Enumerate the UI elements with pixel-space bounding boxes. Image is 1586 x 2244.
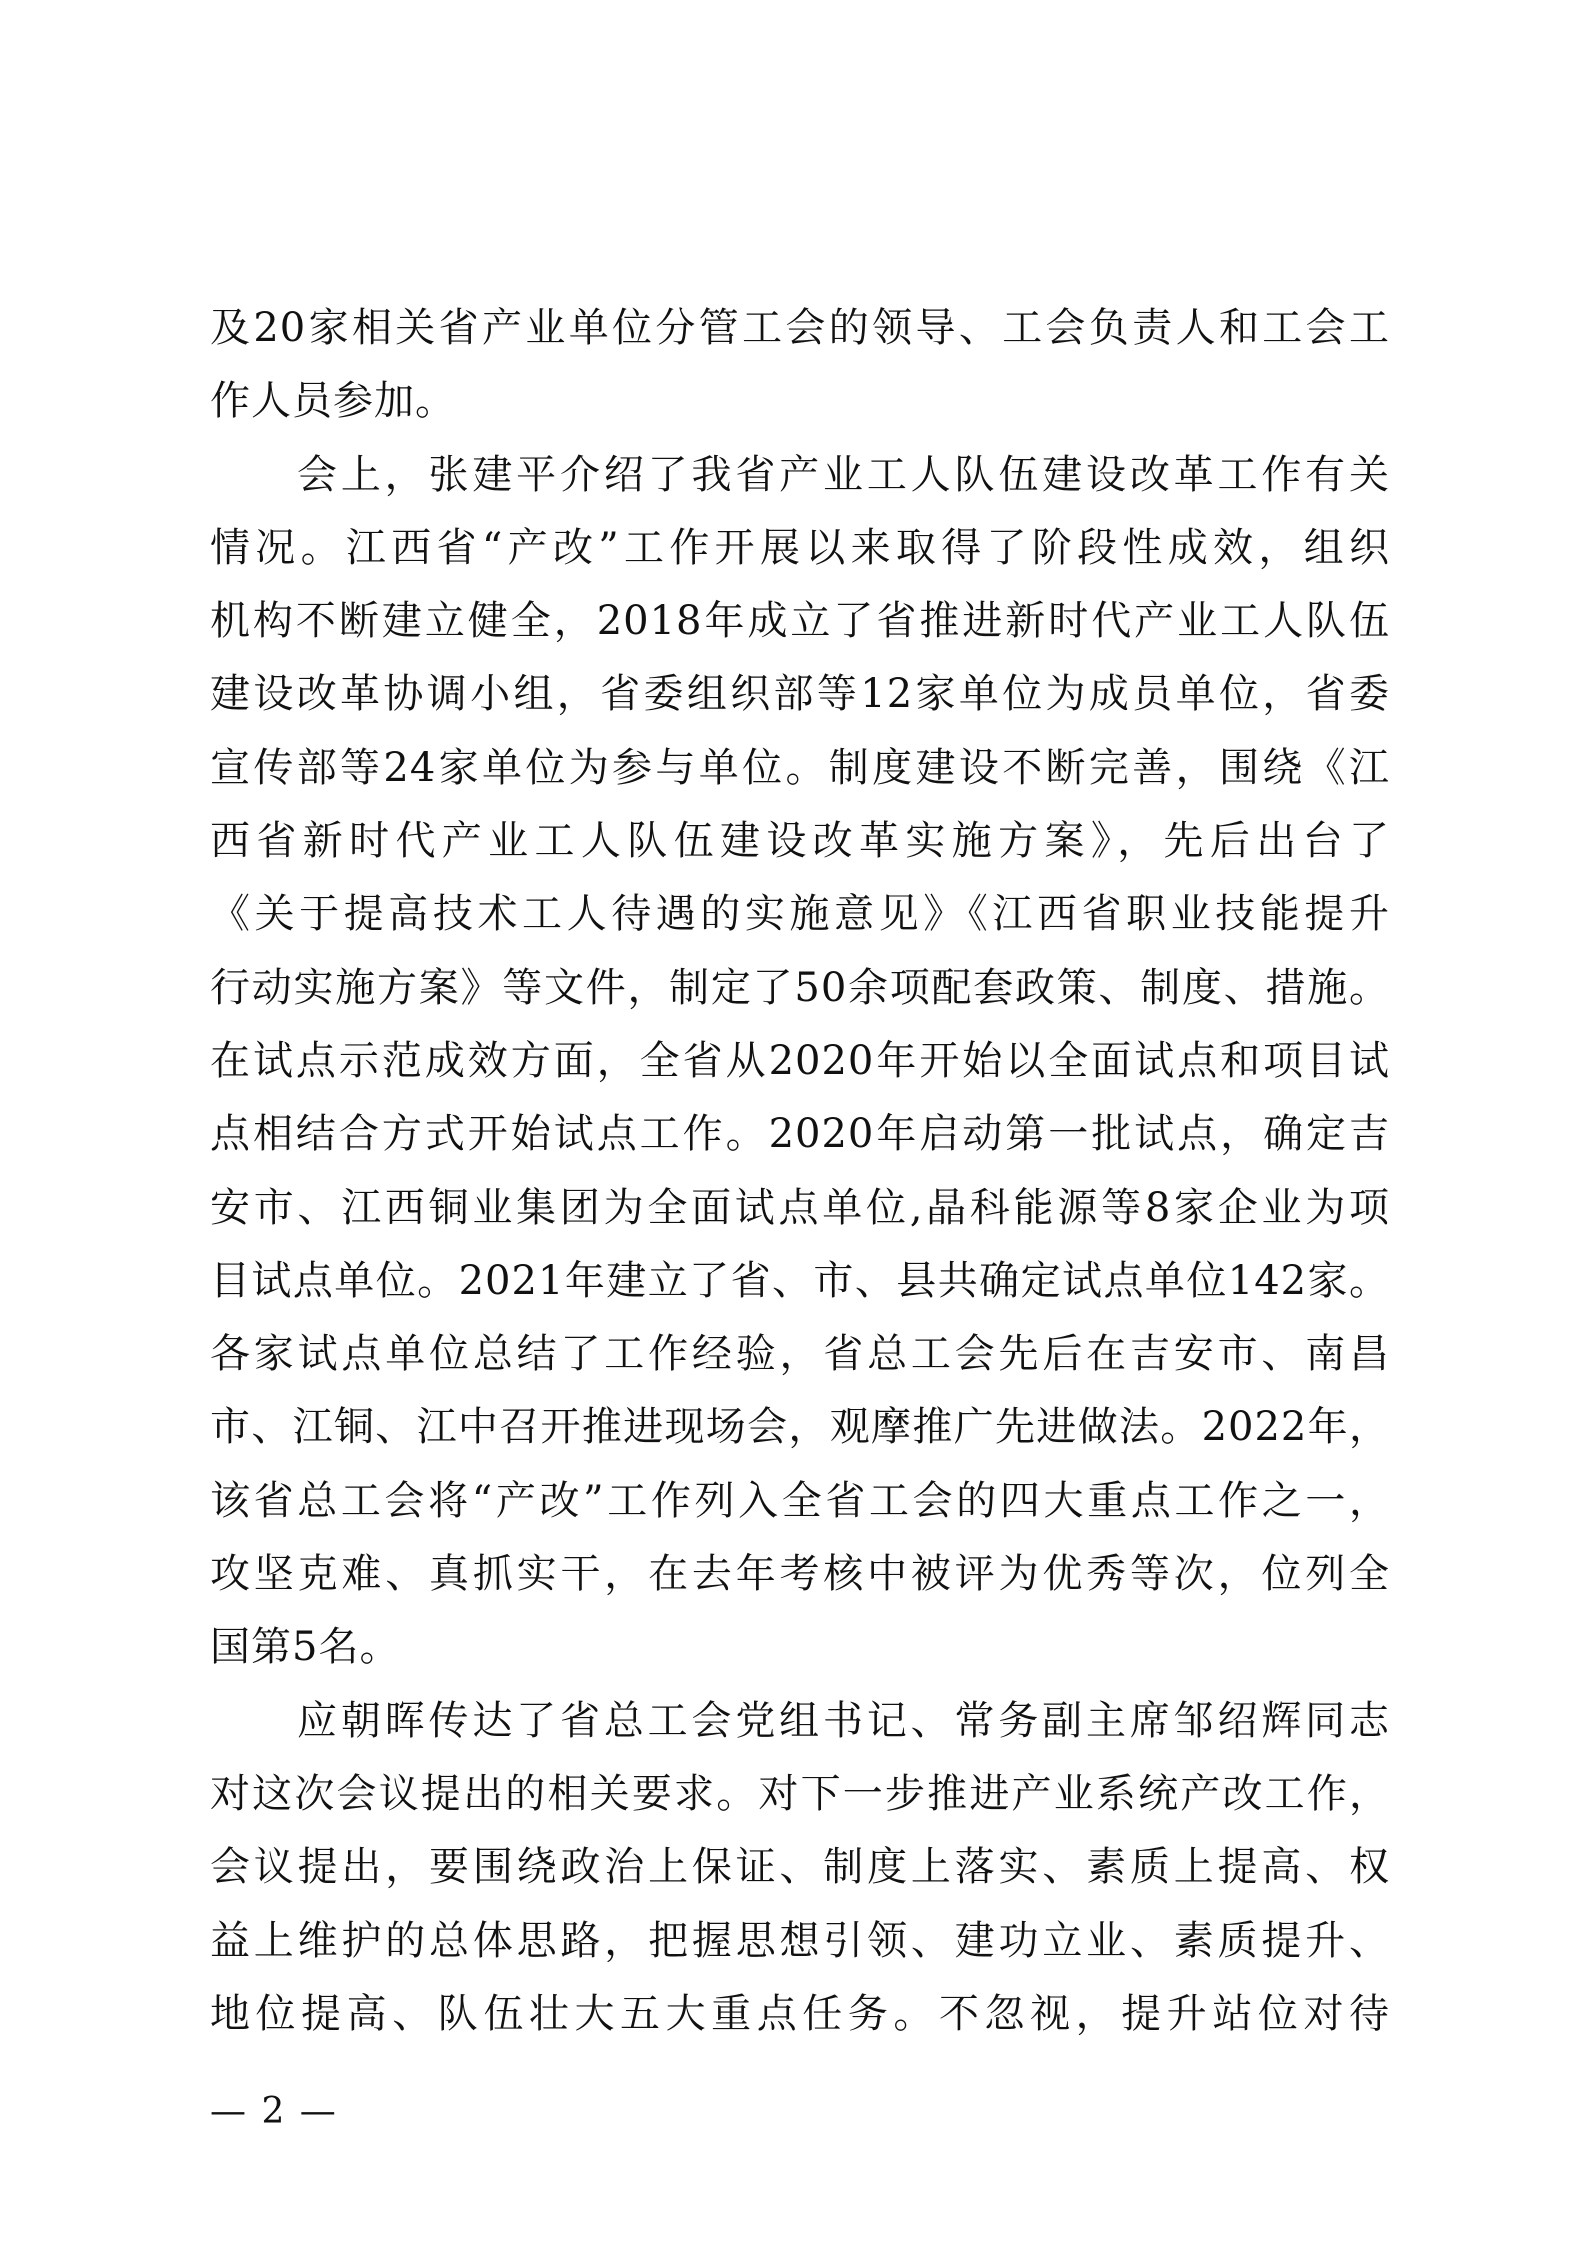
text-line: 益上维护的总体思路，把握思想引领、建功立业、素质提升、 [210, 1917, 1390, 1964]
text-line: 目试点单位。2021年建立了省、市、县共确定试点单位142家。 [210, 1257, 1390, 1304]
text-line: 该省总工会将“产改”工作列入全省工会的四大重点工作之一， [210, 1477, 1390, 1524]
text-line: 在试点示范成效方面，全省从2020年开始以全面试点和项目试 [210, 1037, 1390, 1084]
text-line: 建设改革协调小组，省委组织部等12家单位为成员单位，省委 [210, 671, 1390, 718]
page-number: — 2 — [210, 2091, 338, 2132]
text-line: 及20家相关省产业单位分管工会的领导、工会负责人和工会工 [210, 305, 1390, 351]
text-line: 《关于提高技术工人待遇的实施意见》《江西省职业技能提升 [210, 891, 1390, 938]
text-line: 会议提出，要围绕政治上保证、制度上落实、素质上提高、权 [210, 1844, 1390, 1891]
text-line: 宣传部等24家单位为参与单位。制度建设不断完善，围绕《江 [210, 744, 1390, 791]
text-line: 作人员参加。 [210, 378, 456, 425]
text-line: 对这次会议提出的相关要求。对下一步推进产业系统产改工作， [210, 1770, 1390, 1817]
text-line: 机构不断建立健全，2018年成立了省推进新时代产业工人队伍 [210, 598, 1390, 645]
text-line: 情况。江西省“产改”工作开展以来取得了阶段性成效，组织 [210, 524, 1390, 571]
text-line: 攻坚克难、真抓实干，在去年考核中被评为优秀等次，位列全 [210, 1551, 1390, 1598]
text-line: 国第5名。 [210, 1624, 401, 1671]
text-line: 市、江铜、江中召开推进现场会，观摩推广先进做法。2022年， [210, 1404, 1390, 1451]
paragraph-first-line: 会上，张建平介绍了我省产业工人队伍建设改革工作有关 [297, 451, 1390, 498]
text-line: 地位提高、队伍壮大五大重点任务。不忽视，提升站位对待 [210, 1990, 1390, 2037]
text-line: 安市、江西铜业集团为全面试点单位,晶科能源等8家企业为项 [210, 1184, 1390, 1231]
paragraph-first-line: 应朝晖传达了省总工会党组书记、常务副主席邹绍辉同志 [297, 1697, 1390, 1744]
text-line: 各家试点单位总结了工作经验，省总工会先后在吉安市、南昌 [210, 1331, 1390, 1378]
body-text [210, 292, 1390, 2051]
text-line: 行动实施方案》等文件，制定了50余项配套政策、制度、措施。 [210, 964, 1390, 1011]
text-line: 西省新时代产业工人队伍建设改革实施方案》，先后出台了 [210, 818, 1390, 865]
text-line: 点相结合方式开始试点工作。2020年启动第一批试点，确定吉 [210, 1111, 1390, 1158]
